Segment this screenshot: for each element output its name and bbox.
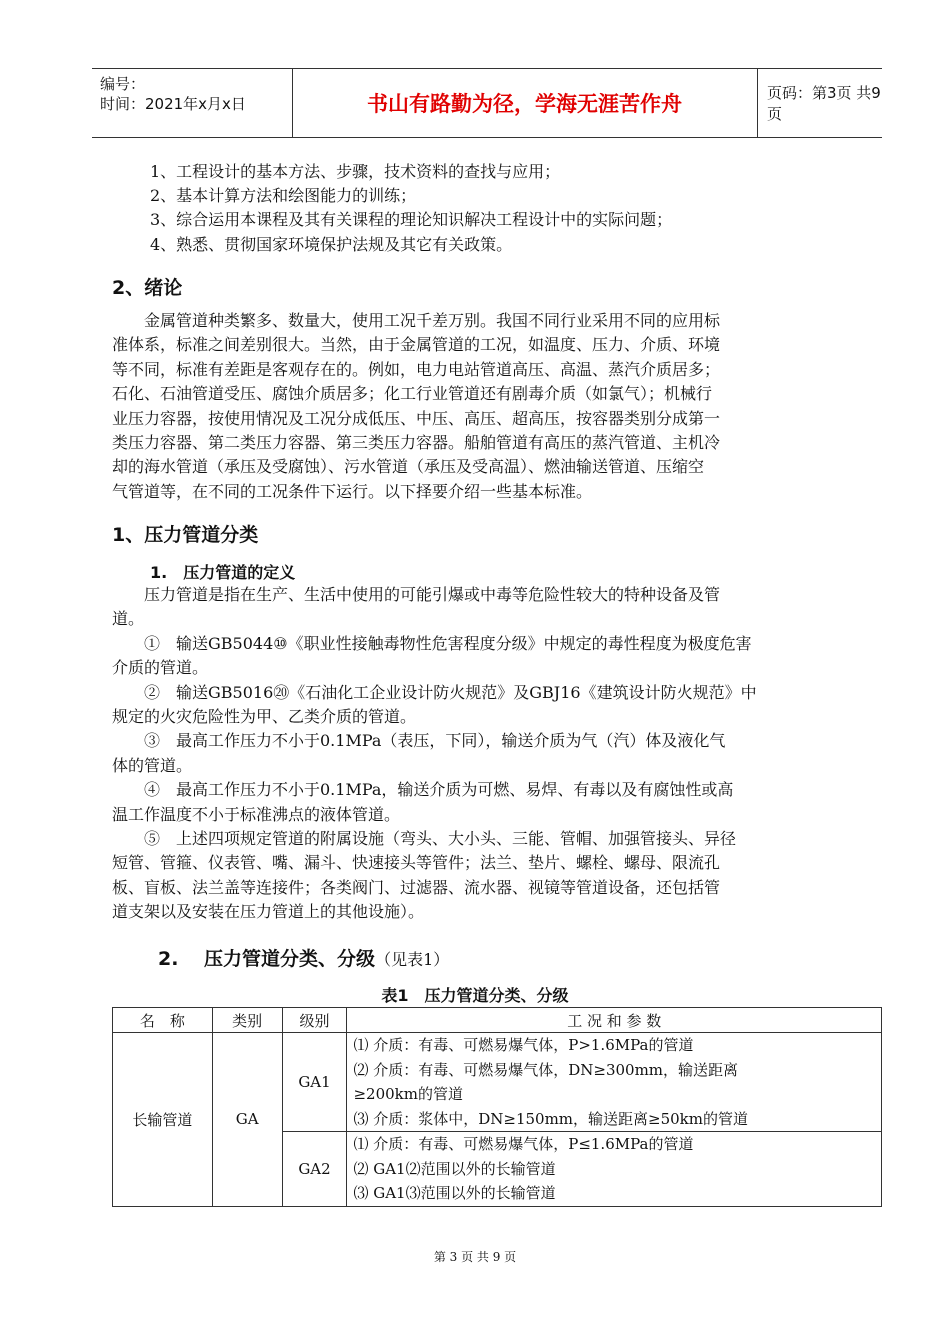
paragraph-line: ⑤ 上述四项规定管道的附属设施（弯头、大小头、三能、管帽、加强管接头、异径 xyxy=(112,829,737,849)
table-cell-category: GA xyxy=(212,1033,282,1207)
section-heading-intro: 2、绪论 xyxy=(112,277,183,299)
classification-table xyxy=(112,1007,882,1207)
header-meta xyxy=(92,69,293,137)
table-cell-conditions xyxy=(347,1033,882,1132)
paragraph-line: ② 输送GB5016⑳《石油化工企业设计防火规范》及GBJ16《建筑设计防火规范》中 xyxy=(112,682,757,702)
paragraph-line: 介质的管道。 xyxy=(112,658,209,678)
paragraph-line: 道。 xyxy=(112,609,145,629)
paragraph-line: 温工作温度不小于标准沸点的液体管道。 xyxy=(112,804,401,824)
paragraph-line: 体的管道。 xyxy=(112,755,193,775)
table-row xyxy=(113,1033,882,1132)
paragraph-line: 道支架以及安装在压力管道上的其他设施）。 xyxy=(112,902,425,922)
definition-paragraph xyxy=(112,583,847,925)
subheading-definition: 1. 压力管道的定义 xyxy=(150,563,296,582)
table-header-level: 级别 xyxy=(282,1008,347,1033)
header-motto: 书山有路勤为径，学海无涯苦作舟 xyxy=(292,69,758,137)
condition-line: ⑵ GA1⑵范围以外的长输管道 xyxy=(353,1159,556,1178)
condition-line: ⑶ 介质：浆体中，DN≥150mm，输送距离≥50km的管道 xyxy=(353,1109,748,1128)
condition-line: ⑵ 介质：有毒、可燃易爆气体，DN≥300mm，输送距离 xyxy=(353,1060,739,1079)
intro-paragraph xyxy=(112,309,847,504)
page-footer: 第 3 页 共 9 页 xyxy=(433,1250,517,1264)
paragraph-line: 业压力容器，按使用情况及工况分成低压、中压、高压、超高压，按容器类别分成第一 xyxy=(112,408,721,428)
table-header-name: 名 称 xyxy=(113,1008,213,1033)
doc-number: 编号： xyxy=(100,75,146,93)
doc-time: 时间：2021年x月x日 xyxy=(100,95,246,113)
table-cell-level: GA1 xyxy=(282,1033,347,1132)
paragraph-line: 短管、管箍、仪表管、嘴、漏斗、快速接头等管件；法兰、垫片、螺栓、螺母、限流孔 xyxy=(112,853,721,873)
paragraph-line: 准体系，标准之间差别很大。当然，由于金属管道的工况，如温度、压力、介质、环境 xyxy=(112,335,721,355)
table-caption: 表1 压力管道分类、分级 xyxy=(381,986,569,1005)
condition-line: ⑴ 介质：有毒、可燃易爆气体，P>1.6MPa的管道 xyxy=(353,1036,694,1054)
paragraph-line: ③ 最高工作压力不小于0.1MPa（表压，下同），输送介质为气（汽）体及液化气 xyxy=(112,731,726,751)
table-cell-level: GA2 xyxy=(282,1132,347,1207)
paragraph-line: 等不同，标准有差距是客观存在的。例如，电力电站管道高压、高温、蒸汽介质居多； xyxy=(112,359,721,379)
table-cell-name: 长输管道 xyxy=(113,1033,213,1207)
table-header-row xyxy=(113,1008,882,1033)
condition-line: ≥200km的管道 xyxy=(353,1085,463,1103)
condition-line: ⑴ 介质：有毒、可燃易爆气体，P≤1.6MPa的管道 xyxy=(353,1135,694,1153)
paragraph-line: ④ 最高工作压力不小于0.1MPa，输送介质为可燃、易焊、有毒以及有腐蚀性或高 xyxy=(112,780,734,800)
page-header xyxy=(92,68,882,138)
paragraph-line: 气管道等，在不同的工况条件下运行。以下择要介绍一些基本标准。 xyxy=(112,481,593,501)
condition-line: ⑶ GA1⑶范围以外的长输管道 xyxy=(353,1184,556,1202)
subheading-classification-note: （见表1） xyxy=(375,950,450,969)
table-cell-conditions xyxy=(347,1132,882,1207)
subheading-classification-title: 2. 压力管道分类、分级 xyxy=(158,948,376,970)
paragraph-line: 规定的火灾危险性为甲、乙类介质的管道。 xyxy=(112,707,417,727)
table-header-category: 类别 xyxy=(212,1008,282,1033)
subheading-classification xyxy=(158,944,449,971)
paragraph-line: 金属管道种类繁多、数量大，使用工况千差万别。我国不同行业采用不同的应用标 xyxy=(112,311,721,330)
intro-item-2: 2、基本计算方法和绘图能力的训练； xyxy=(150,186,417,205)
paragraph-line: 板、盲板、法兰盖等连接件；各类阀门、过滤器、流水器、视镜等管道设备，还包括管 xyxy=(112,877,721,897)
paragraph-line: ① 输送GB5044⑩《职业性接触毒物性危害程度分级》中规定的毒性程度为极度危害 xyxy=(112,633,752,653)
intro-item-4: 4、熟悉、贯彻国家环境保护法规及其它有关政策。 xyxy=(150,235,513,254)
table-header-conditions: 工 况 和 参 数 xyxy=(347,1008,882,1033)
paragraph-line: 却的海水管道（承压及受腐蚀）、污水管道（承压及受高温）、燃油输送管道、压缩空 xyxy=(112,457,705,477)
intro-item-3: 3、综合运用本课程及其有关课程的理论知识解决工程设计中的实际问题； xyxy=(150,210,673,229)
section-heading-classification: 1、压力管道分类 xyxy=(112,524,259,546)
header-page-number: 页码：第3页 共9页 xyxy=(767,84,881,123)
intro-item-1: 1、工程设计的基本方法、步骤，技术资料的查找与应用； xyxy=(150,162,561,181)
paragraph-line: 压力管道是指在生产、生活中使用的可能引爆或中毒等危险性较大的特种设备及管 xyxy=(112,585,721,604)
paragraph-line: 石化、石油管道受压、腐蚀介质居多；化工行业管道还有剧毒介质（如氯气）；机械行 xyxy=(112,384,713,404)
paragraph-line: 类压力容器、第二类压力容器、第三类压力容器。船舶管道有高压的蒸汽管道、主机冷 xyxy=(112,433,721,453)
